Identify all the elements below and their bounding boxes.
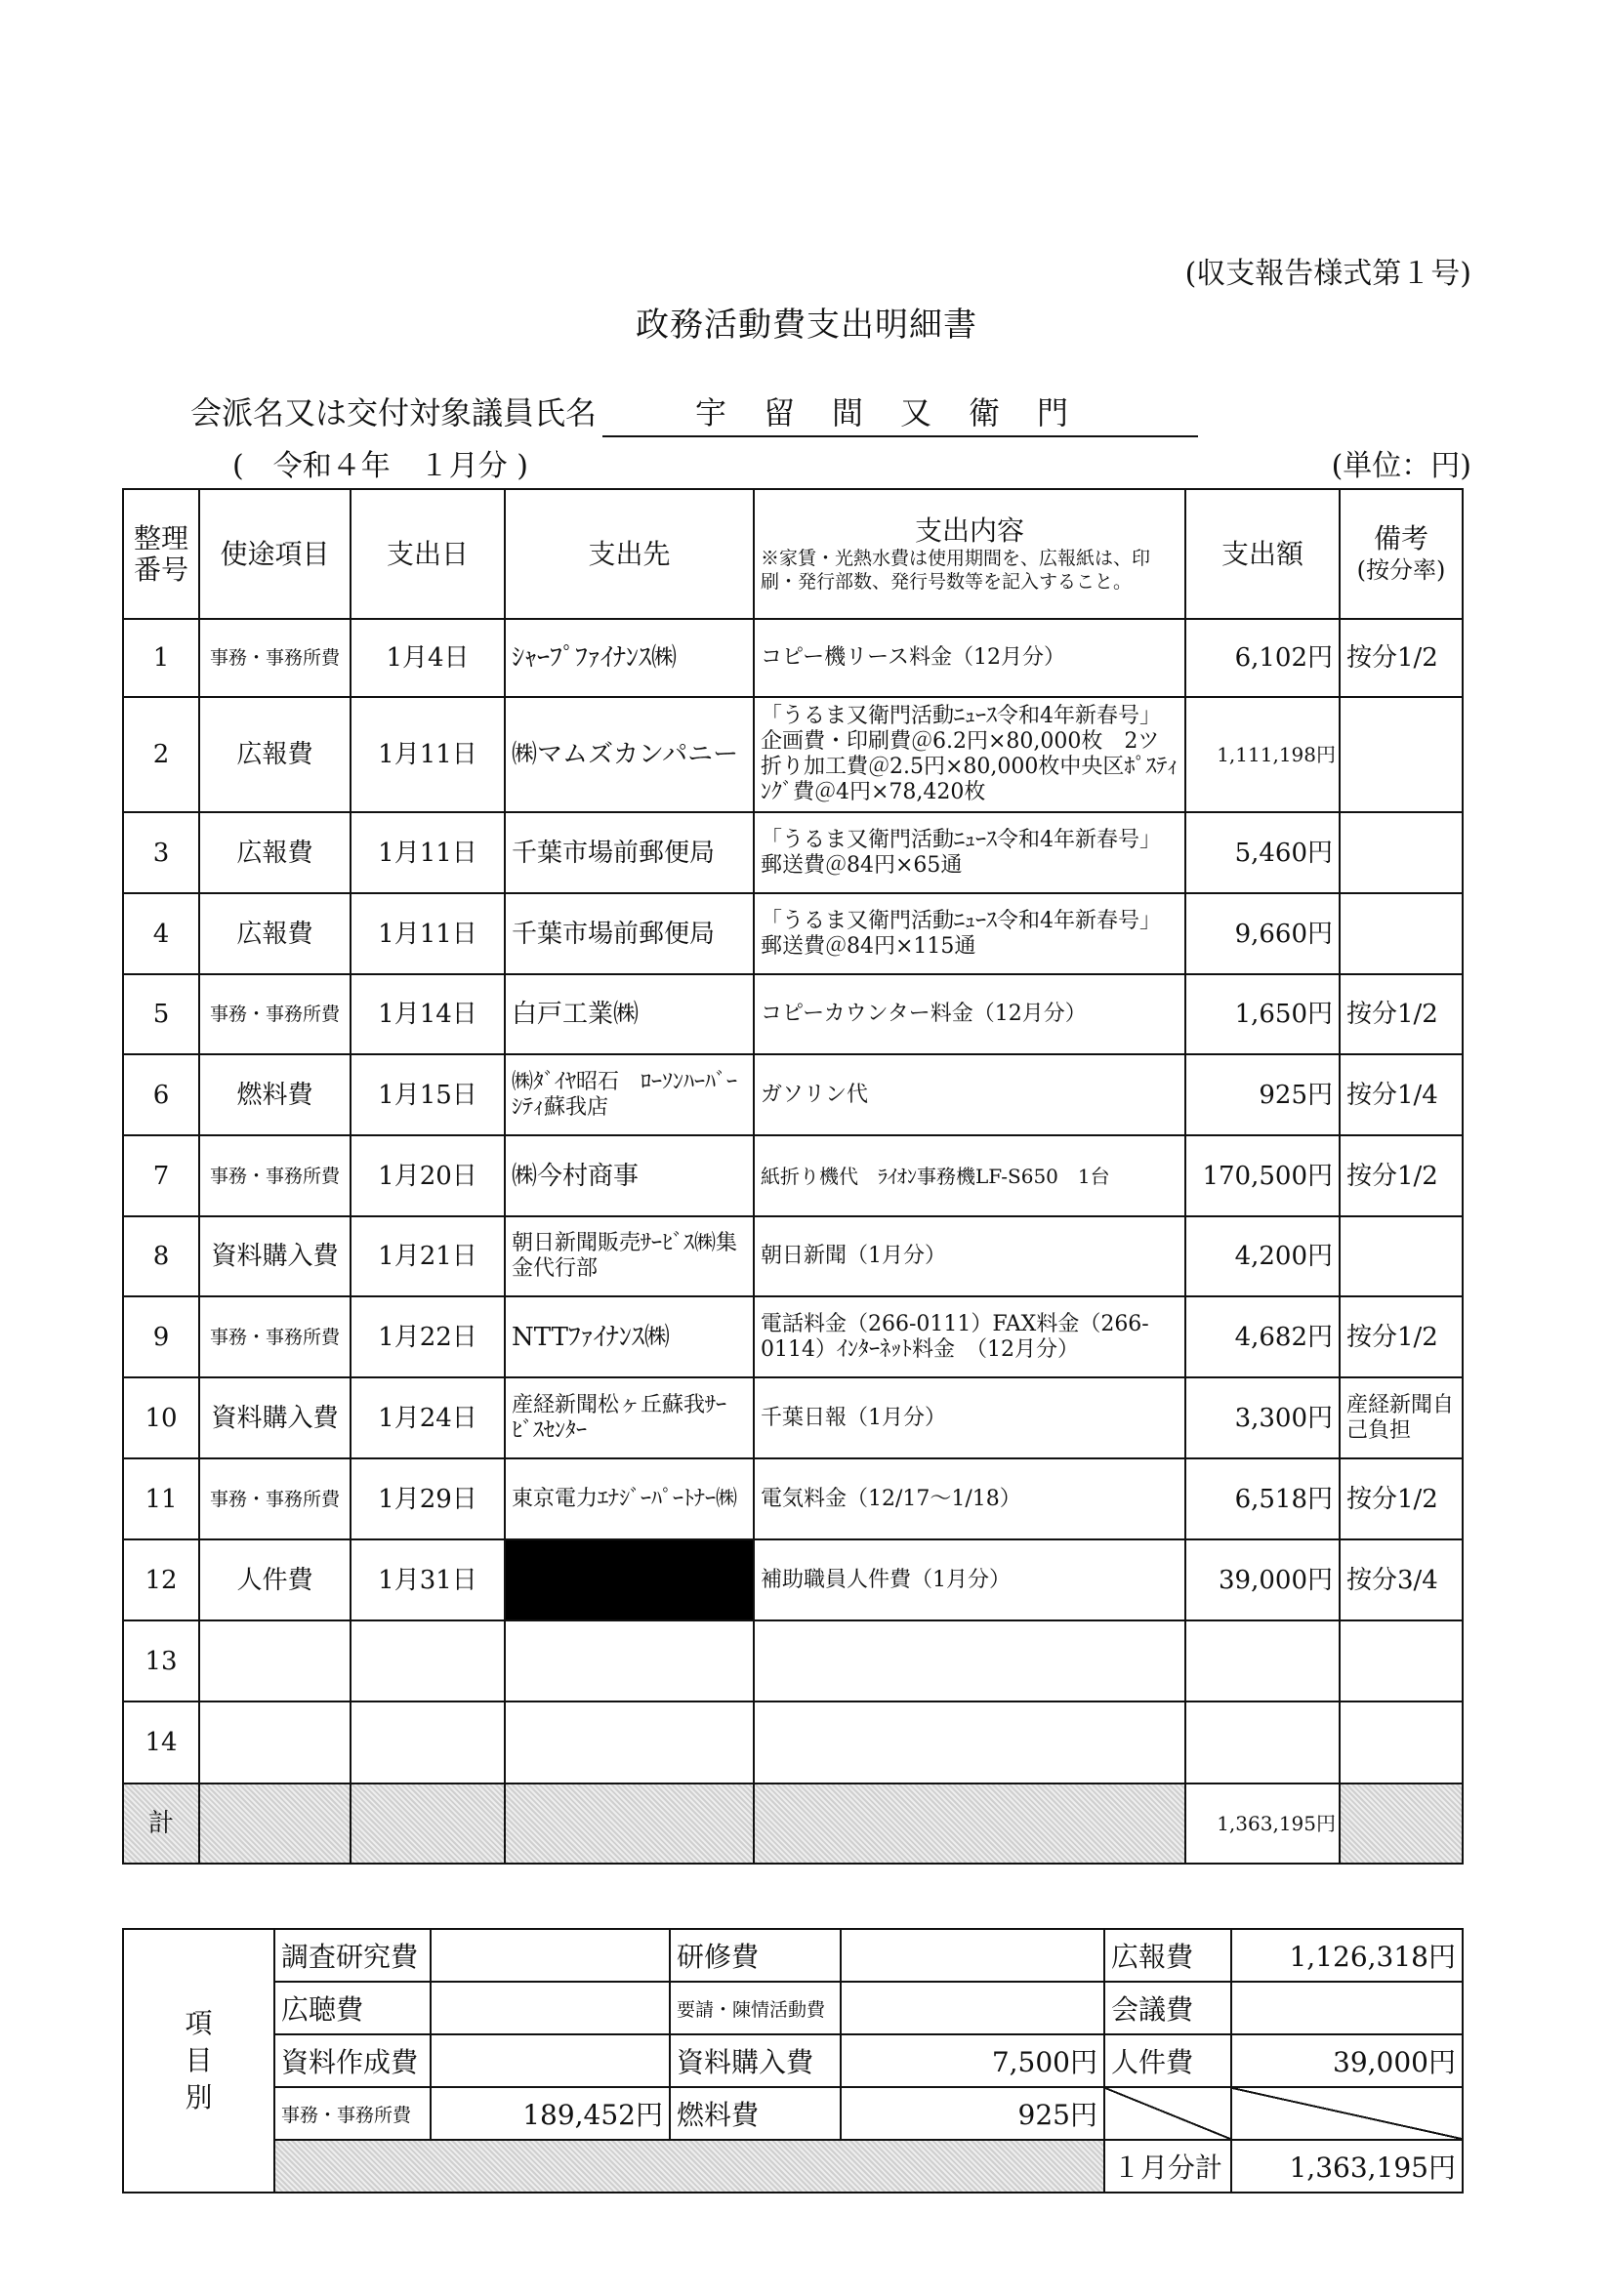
- row-remarks: [1340, 812, 1463, 893]
- row-amount: 5,460円: [1185, 812, 1340, 893]
- fuel-label: 燃料費: [670, 2087, 841, 2140]
- table-row: [123, 1216, 1463, 1296]
- row-content: コピー機リース料金（12月分）: [754, 619, 1185, 697]
- row-amount: [1185, 1620, 1340, 1702]
- summary-row: [123, 2140, 1463, 2193]
- personnel-value: 39,000円: [1231, 2034, 1463, 2087]
- header-remarks-sub: (按分率): [1356, 555, 1446, 584]
- row-category: 事務・事務所費: [199, 974, 351, 1054]
- row-remarks: [1340, 893, 1463, 974]
- row-payee: 産経新聞松ヶ丘蘇我ｻｰﾋﾞｽｾﾝﾀｰ: [505, 1377, 754, 1458]
- header-amount: 支出額: [1185, 489, 1340, 619]
- row-payee: ㈱マムズカンパニー: [505, 697, 754, 812]
- docs-label: 資料作成費: [274, 2034, 431, 2087]
- row-date: 1月21日: [351, 1216, 505, 1296]
- row-no: 2: [123, 697, 199, 812]
- row-date: 1月15日: [351, 1054, 505, 1135]
- summary-row: [123, 2034, 1463, 2087]
- row-remarks: 按分1/2: [1340, 974, 1463, 1054]
- summary-side-label: [123, 1929, 274, 2193]
- row-date: 1月20日: [351, 1135, 505, 1216]
- row-date: 1月31日: [351, 1539, 505, 1620]
- row-category: [199, 1620, 351, 1702]
- row-payee: 朝日新聞販売ｻｰﾋﾞｽ㈱集金代行部: [505, 1216, 754, 1296]
- period: ( 令和４年 １月分 ): [232, 449, 528, 483]
- row-payee: ㈱今村商事: [505, 1135, 754, 1216]
- row-no: 13: [123, 1620, 199, 1702]
- research-label: 調査研究費: [274, 1929, 431, 1982]
- row-date: [351, 1620, 505, 1702]
- row-amount: [1185, 1702, 1340, 1784]
- summary-side-text: 項目別: [185, 2007, 213, 2113]
- row-date: 1月29日: [351, 1458, 505, 1539]
- row-no: 11: [123, 1458, 199, 1539]
- row-payee: [505, 1702, 754, 1784]
- redacted-payee: [505, 1539, 754, 1620]
- row-amount: 39,000円: [1185, 1539, 1340, 1620]
- month-total-value: 1,363,195円: [1231, 2140, 1463, 2193]
- table-row: [123, 1702, 1463, 1784]
- row-payee: 千葉市場前郵便局: [505, 893, 754, 974]
- row-remarks: 産経新聞自己負担: [1340, 1377, 1463, 1458]
- row-remarks: 按分1/2: [1340, 619, 1463, 697]
- table-row: [123, 974, 1463, 1054]
- row-date: 1月11日: [351, 812, 505, 893]
- table-row: [123, 1296, 1463, 1377]
- row-content: 「うるま又衛門活動ﾆｭｰｽ令和4年新春号」郵送費＠84円×115通: [754, 893, 1185, 974]
- row-no: 10: [123, 1377, 199, 1458]
- row-remarks: 按分1/4: [1340, 1054, 1463, 1135]
- fuel-value: 925円: [841, 2087, 1104, 2140]
- row-payee: 東京電力ｴﾅｼﾞｰﾊﾟｰﾄﾅｰ㈱: [505, 1458, 754, 1539]
- row-no: 6: [123, 1054, 199, 1135]
- meeting-value: [1231, 1982, 1463, 2034]
- row-category: 資料購入費: [199, 1216, 351, 1296]
- table-row: [123, 1054, 1463, 1135]
- row-no: 12: [123, 1539, 199, 1620]
- docs-value: [431, 2034, 670, 2087]
- row-category: 資料購入費: [199, 1377, 351, 1458]
- purchase-label: 資料購入費: [670, 2034, 841, 2087]
- summary-row: [123, 2087, 1463, 2140]
- training-value: [841, 1929, 1104, 1982]
- header-payee: 支出先: [505, 489, 754, 619]
- shaded-cell: [199, 1784, 351, 1864]
- row-date: 1月11日: [351, 697, 505, 812]
- training-label: 研修費: [670, 1929, 841, 1982]
- purchase-value: 7,500円: [841, 2034, 1104, 2087]
- row-remarks: 按分1/2: [1340, 1135, 1463, 1216]
- row-payee: ㈱ﾀﾞｲﾔ昭石 ﾛｰｿﾝﾊｰﾊﾞｰｼﾃｨ蘇我店: [505, 1054, 754, 1135]
- row-remarks: [1340, 1216, 1463, 1296]
- table-row: [123, 697, 1463, 812]
- row-no: 5: [123, 974, 199, 1054]
- office-label: 事務・事務所費: [274, 2087, 431, 2140]
- member-line: [190, 389, 1198, 437]
- row-amount: 3,300円: [1185, 1377, 1340, 1458]
- total-amount: 1,363,195円: [1185, 1784, 1340, 1864]
- table-row: [123, 1458, 1463, 1539]
- row-no: 7: [123, 1135, 199, 1216]
- table-header-row: [123, 489, 1463, 619]
- row-date: 1月11日: [351, 893, 505, 974]
- row-amount: 925円: [1185, 1054, 1340, 1135]
- shaded-cell: [505, 1784, 754, 1864]
- row-no: 3: [123, 812, 199, 893]
- diagonal-empty-cell: [1104, 2087, 1231, 2140]
- row-category: 人件費: [199, 1539, 351, 1620]
- meeting-label: 会議費: [1104, 1982, 1231, 2034]
- header-date: 支出日: [351, 489, 505, 619]
- row-content: 千葉日報（1月分）: [754, 1377, 1185, 1458]
- row-amount: 4,682円: [1185, 1296, 1340, 1377]
- petition-label: 要請・陳情活動費: [670, 1982, 841, 2034]
- row-category: 事務・事務所費: [199, 1458, 351, 1539]
- row-no: 14: [123, 1702, 199, 1784]
- row-amount: 4,200円: [1185, 1216, 1340, 1296]
- row-category: 広報費: [199, 893, 351, 974]
- row-category: 事務・事務所費: [199, 619, 351, 697]
- row-category: 広報費: [199, 697, 351, 812]
- row-content: 「うるま又衛門活動ﾆｭｰｽ令和4年新春号」企画費・印刷費＠6.2円×80,000枚 2ツ折り加工費＠2.5円×80,000枚中央区ﾎﾟｽﾃｨﾝｸﾞ費＠4円×78,420枚: [754, 697, 1185, 812]
- pr-value: 1,126,318円: [1231, 1929, 1463, 1982]
- row-content: 電気料金（12/17～1/18）: [754, 1458, 1185, 1539]
- header-content: [754, 489, 1185, 619]
- expense-table: [122, 488, 1464, 1865]
- row-date: 1月14日: [351, 974, 505, 1054]
- row-amount: 6,518円: [1185, 1458, 1340, 1539]
- research-value: [431, 1929, 670, 1982]
- row-content: 紙折り機代 ﾗｲｵﾝ事務機LF-S650 1台: [754, 1135, 1185, 1216]
- row-payee: [505, 1620, 754, 1702]
- row-amount: 9,660円: [1185, 893, 1340, 974]
- member-label: 会派名又は交付対象議員氏名: [190, 394, 598, 431]
- row-no: 8: [123, 1216, 199, 1296]
- row-amount: 1,650円: [1185, 974, 1340, 1054]
- row-remarks: 按分1/2: [1340, 1296, 1463, 1377]
- month-total-label: １月分計: [1104, 2140, 1231, 2193]
- row-content: [754, 1702, 1185, 1784]
- row-remarks: [1340, 1620, 1463, 1702]
- row-category: [199, 1702, 351, 1784]
- row-no: 1: [123, 619, 199, 697]
- shaded-cell: [351, 1784, 505, 1864]
- member-name: 宇留間又衛門: [602, 389, 1198, 437]
- row-date: [351, 1702, 505, 1784]
- row-date: 1月4日: [351, 619, 505, 697]
- row-content: 電話料金（266-0111）FAX料金（266-0114）ｲﾝﾀｰﾈｯﾄ料金 （12月分）: [754, 1296, 1185, 1377]
- row-date: 1月24日: [351, 1377, 505, 1458]
- pr-label: 広報費: [1104, 1929, 1231, 1982]
- row-content: 補助職員人件費（1月分）: [754, 1539, 1185, 1620]
- row-payee: 白戸工業㈱: [505, 974, 754, 1054]
- row-remarks: 按分3/4: [1340, 1539, 1463, 1620]
- row-amount: 6,102円: [1185, 619, 1340, 697]
- table-row: [123, 1135, 1463, 1216]
- row-payee: NTTﾌｧｲﾅﾝｽ㈱: [505, 1296, 754, 1377]
- shaded-cell: [1340, 1784, 1463, 1864]
- row-payee: ｼｬｰﾌﾟﾌｧｲﾅﾝｽ㈱: [505, 619, 754, 697]
- row-no: 4: [123, 893, 199, 974]
- row-date: 1月22日: [351, 1296, 505, 1377]
- category-summary-table: [122, 1928, 1464, 2194]
- total-row: [123, 1784, 1463, 1864]
- row-content: 「うるま又衛門活動ﾆｭｰｽ令和4年新春号」郵送費＠84円×65通: [754, 812, 1185, 893]
- row-content: ガソリン代: [754, 1054, 1185, 1135]
- row-amount: 170,500円: [1185, 1135, 1340, 1216]
- office-value: 189,452円: [431, 2087, 670, 2140]
- row-remarks: [1340, 1702, 1463, 1784]
- header-category: 使途項目: [199, 489, 351, 619]
- table-row: [123, 1539, 1463, 1620]
- row-category: 事務・事務所費: [199, 1135, 351, 1216]
- shaded-cell: [754, 1784, 1185, 1864]
- table-row: [123, 812, 1463, 893]
- row-payee: 千葉市場前郵便局: [505, 812, 754, 893]
- row-category: 広報費: [199, 812, 351, 893]
- document-title: 政務活動費支出明細書: [636, 306, 977, 345]
- table-row: [123, 1620, 1463, 1702]
- row-category: 燃料費: [199, 1054, 351, 1135]
- header-remarks: [1340, 489, 1463, 619]
- row-content: コピーカウンター料金（12月分）: [754, 974, 1185, 1054]
- row-remarks: [1340, 697, 1463, 812]
- row-content: [754, 1620, 1185, 1702]
- hearing-label: 広聴費: [274, 1982, 431, 2034]
- total-label: 計: [123, 1784, 199, 1864]
- table-row: [123, 893, 1463, 974]
- diagonal-empty-cell: [1231, 2087, 1463, 2140]
- row-remarks: 按分1/2: [1340, 1458, 1463, 1539]
- unit-label: (単位：円): [1331, 449, 1471, 483]
- personnel-label: 人件費: [1104, 2034, 1231, 2087]
- row-amount: 1,111,198円: [1185, 697, 1340, 812]
- shaded-cell: [274, 2140, 1104, 2193]
- header-content-title: 支出内容: [914, 513, 1024, 547]
- table-row: [123, 1377, 1463, 1458]
- row-content: 朝日新聞（1月分）: [754, 1216, 1185, 1296]
- summary-row: [123, 1982, 1463, 2034]
- petition-value: [841, 1982, 1104, 2034]
- form-number: (収支報告様式第１号): [1184, 257, 1471, 291]
- row-category: 事務・事務所費: [199, 1296, 351, 1377]
- header-content-note: ※家賃・光熱水費は使用期間を、広報紙は、印刷・発行部数、発行号数等を記入すること。: [761, 547, 1151, 593]
- header-no: 整理番号: [123, 489, 199, 619]
- header-remarks-title: 備考: [1373, 521, 1428, 554]
- hearing-value: [431, 1982, 670, 2034]
- row-no: 9: [123, 1296, 199, 1377]
- summary-row: [123, 1929, 1463, 1982]
- table-row: [123, 619, 1463, 697]
